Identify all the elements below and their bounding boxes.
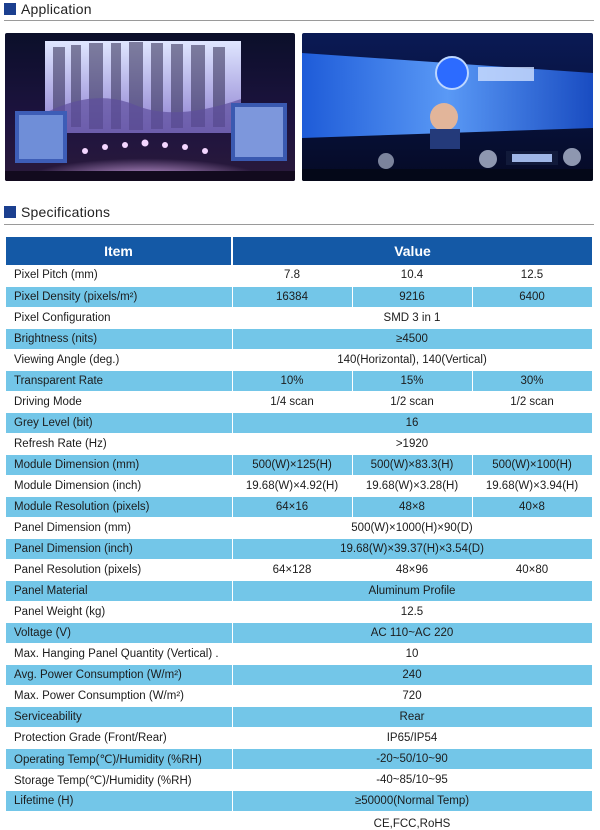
spec-label: Serviceability bbox=[6, 706, 232, 727]
table-row bbox=[6, 601, 592, 622]
spec-label: Refresh Rate (Hz) bbox=[6, 433, 232, 454]
spec-value: 48×8 bbox=[352, 496, 472, 517]
spec-value: 10 bbox=[232, 643, 592, 664]
spec-value: 9216 bbox=[352, 286, 472, 307]
spec-label: Panel Dimension (mm) bbox=[6, 517, 232, 538]
table-header-row bbox=[6, 237, 592, 265]
spec-label: Pixel Configuration bbox=[6, 307, 232, 328]
spec-label: Panel Material bbox=[6, 580, 232, 601]
table-row bbox=[6, 622, 592, 643]
spec-value: 240 bbox=[232, 664, 592, 685]
spec-label: Panel Weight (kg) bbox=[6, 601, 232, 622]
table-row bbox=[6, 811, 592, 830]
spec-label: Operating Temp(℃)/Humidity (%RH) bbox=[6, 748, 232, 769]
spec-label: Avg. Power Consumption (W/m²) bbox=[6, 664, 232, 685]
spec-value: 40×8 bbox=[472, 496, 592, 517]
table-row bbox=[6, 769, 592, 790]
spec-value: 140(Horizontal), 140(Vertical) bbox=[232, 349, 592, 370]
spec-value: 12.5 bbox=[232, 601, 592, 622]
spec-value: 12.5 bbox=[472, 265, 592, 286]
table-row bbox=[6, 538, 592, 559]
spec-value: 19.68(W)×39.37(H)×3.54(D) bbox=[232, 538, 592, 559]
spec-value: Aluminum Profile bbox=[232, 580, 592, 601]
section-marker-icon bbox=[4, 3, 16, 15]
specifications-table bbox=[6, 237, 593, 830]
spec-value: 7.8 bbox=[232, 265, 352, 286]
spec-value: IP65/IP54 bbox=[232, 727, 592, 748]
spec-label: Module Dimension (inch) bbox=[6, 475, 232, 496]
spec-label: Transparent Rate bbox=[6, 370, 232, 391]
spec-value: 500(W)×1000(H)×90(D) bbox=[232, 517, 592, 538]
table-row bbox=[6, 286, 592, 307]
spec-value: 16 bbox=[232, 412, 592, 433]
spec-value: 10.4 bbox=[352, 265, 472, 286]
spec-value: 15% bbox=[352, 370, 472, 391]
table-row bbox=[6, 748, 592, 769]
spec-label: Lifetime (H) bbox=[6, 790, 232, 811]
application-heading bbox=[4, 0, 92, 18]
table-row bbox=[6, 370, 592, 391]
table-row bbox=[6, 517, 592, 538]
table-row bbox=[6, 412, 592, 433]
spec-label: Max. Power Consumption (W/m²) bbox=[6, 685, 232, 706]
spec-label: Panel Resolution (pixels) bbox=[6, 559, 232, 580]
table-row bbox=[6, 454, 592, 475]
table-row bbox=[6, 475, 592, 496]
spec-value: 40×80 bbox=[472, 559, 592, 580]
spec-value: 64×16 bbox=[232, 496, 352, 517]
stage-performance-photo bbox=[5, 33, 295, 181]
spec-value: 720 bbox=[232, 685, 592, 706]
table-row bbox=[6, 790, 592, 811]
spec-label: Protection Grade (Front/Rear) bbox=[6, 727, 232, 748]
spec-value: 19.68(W)×4.92(H) bbox=[232, 475, 352, 496]
spec-value: 1/2 scan bbox=[352, 391, 472, 412]
spec-value: 48×96 bbox=[352, 559, 472, 580]
section-marker-icon bbox=[4, 206, 16, 218]
table-row bbox=[6, 265, 592, 286]
spec-value: -20~50/10~90 bbox=[232, 748, 592, 769]
spec-value: 1/4 scan bbox=[232, 391, 352, 412]
spec-value: 19.68(W)×3.28(H) bbox=[352, 475, 472, 496]
table-row bbox=[6, 349, 592, 370]
spec-value: -40~85/10~95 bbox=[232, 769, 592, 790]
spec-label: Module Dimension (mm) bbox=[6, 454, 232, 475]
table-row bbox=[6, 328, 592, 349]
spec-label: Grey Level (bit) bbox=[6, 412, 232, 433]
specifications-title: Specifications bbox=[21, 204, 111, 220]
spec-value: Rear bbox=[232, 706, 592, 727]
spec-label: Voltage (V) bbox=[6, 622, 232, 643]
table-row bbox=[6, 706, 592, 727]
table-row bbox=[6, 727, 592, 748]
header-item: Item bbox=[6, 237, 232, 265]
spec-label: Pixel Density (pixels/m²) bbox=[6, 286, 232, 307]
spec-value: 64×128 bbox=[232, 559, 352, 580]
table-row bbox=[6, 433, 592, 454]
table-row bbox=[6, 580, 592, 601]
spec-value: CE,FCC,RoHS bbox=[232, 811, 592, 830]
spec-label: Pixel Pitch (mm) bbox=[6, 265, 232, 286]
spec-value: 500(W)×100(H) bbox=[472, 454, 592, 475]
table-row bbox=[6, 643, 592, 664]
spec-value: 500(W)×125(H) bbox=[232, 454, 352, 475]
spec-value: >1920 bbox=[232, 433, 592, 454]
table-row bbox=[6, 685, 592, 706]
application-title: Application bbox=[21, 1, 92, 17]
table-row bbox=[6, 664, 592, 685]
spec-value: 19.68(W)×3.94(H) bbox=[472, 475, 592, 496]
application-divider bbox=[4, 20, 594, 21]
spec-value: 30% bbox=[472, 370, 592, 391]
specifications-divider bbox=[4, 224, 594, 225]
spec-value: 1/2 scan bbox=[472, 391, 592, 412]
specifications-body bbox=[6, 265, 592, 830]
spec-value: AC 110~AC 220 bbox=[232, 622, 592, 643]
spec-label: Driving Mode bbox=[6, 391, 232, 412]
table-row bbox=[6, 496, 592, 517]
header-value: Value bbox=[232, 237, 592, 265]
table-row bbox=[6, 391, 592, 412]
spec-label: Max. Hanging Panel Quantity (Vertical) . bbox=[6, 643, 232, 664]
spec-value: ≥4500 bbox=[232, 328, 592, 349]
spec-label: Module Resolution (pixels) bbox=[6, 496, 232, 517]
spec-label bbox=[6, 811, 232, 830]
spec-label: Brightness (nits) bbox=[6, 328, 232, 349]
spec-value: ≥50000(Normal Temp) bbox=[232, 790, 592, 811]
spec-value: 6400 bbox=[472, 286, 592, 307]
spec-value: 500(W)×83.3(H) bbox=[352, 454, 472, 475]
spec-label: Panel Dimension (inch) bbox=[6, 538, 232, 559]
table-row bbox=[6, 559, 592, 580]
concert-led-screen-photo bbox=[302, 33, 593, 181]
table-row bbox=[6, 307, 592, 328]
spec-value: 16384 bbox=[232, 286, 352, 307]
spec-value: 10% bbox=[232, 370, 352, 391]
spec-value: SMD 3 in 1 bbox=[232, 307, 592, 328]
spec-label: Storage Temp(℃)/Humidity (%RH) bbox=[6, 769, 232, 790]
specifications-heading bbox=[4, 203, 110, 221]
spec-label: Viewing Angle (deg.) bbox=[6, 349, 232, 370]
